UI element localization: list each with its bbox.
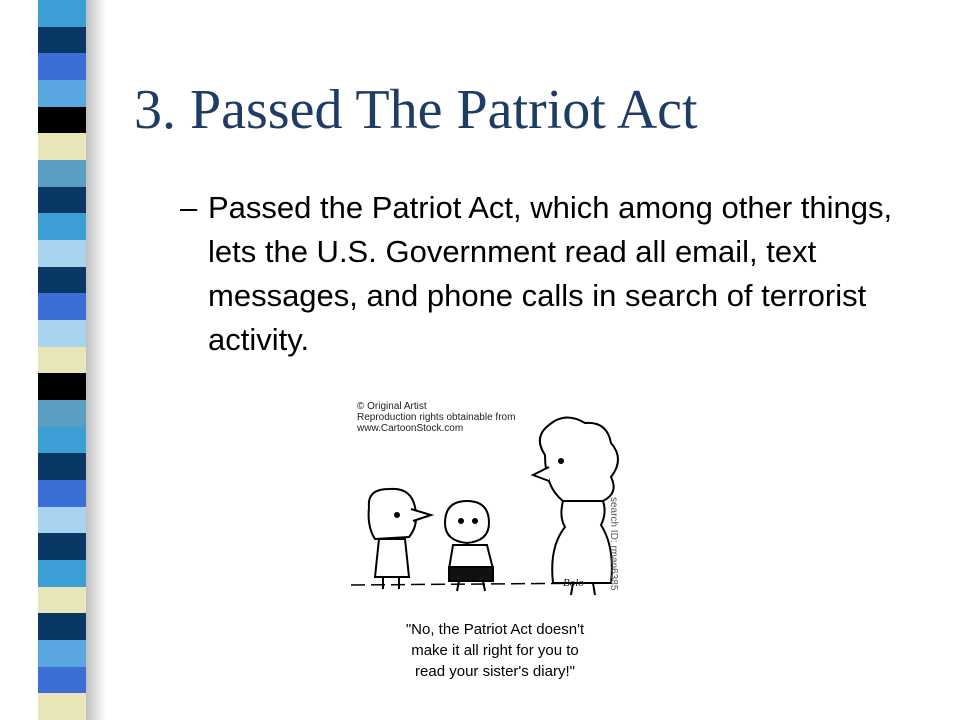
stripe-shadow [86,0,106,720]
cartoonstock-url: www.CartoonStock.com [357,423,464,434]
bullet-marker: – [180,190,198,225]
slide-title: 3. Passed The Patriot Act [134,79,698,141]
caption-line: make it all right for you to [411,642,579,659]
reproduction-credit: Reproduction rights obtainable from [357,412,516,423]
artist-signature: Bolo [563,577,584,589]
bullet-text: Passed the Patriot Act, which among other things, lets the U.S. Government read all email, text messages, and phone calls in search of terrorist activity. [208,190,893,357]
cartoon-image [349,397,641,695]
cartoon-search-id: search ID: rman6385 [608,497,619,591]
decorative-color-stripe [38,0,86,720]
copyright-credit: © Original Artist [357,401,427,412]
caption-line: read your sister's diary!" [415,663,575,680]
cartoon-caption [369,619,621,682]
bullet-item [180,186,920,362]
caption-line: "No, the Patriot Act doesn't [405,621,585,638]
